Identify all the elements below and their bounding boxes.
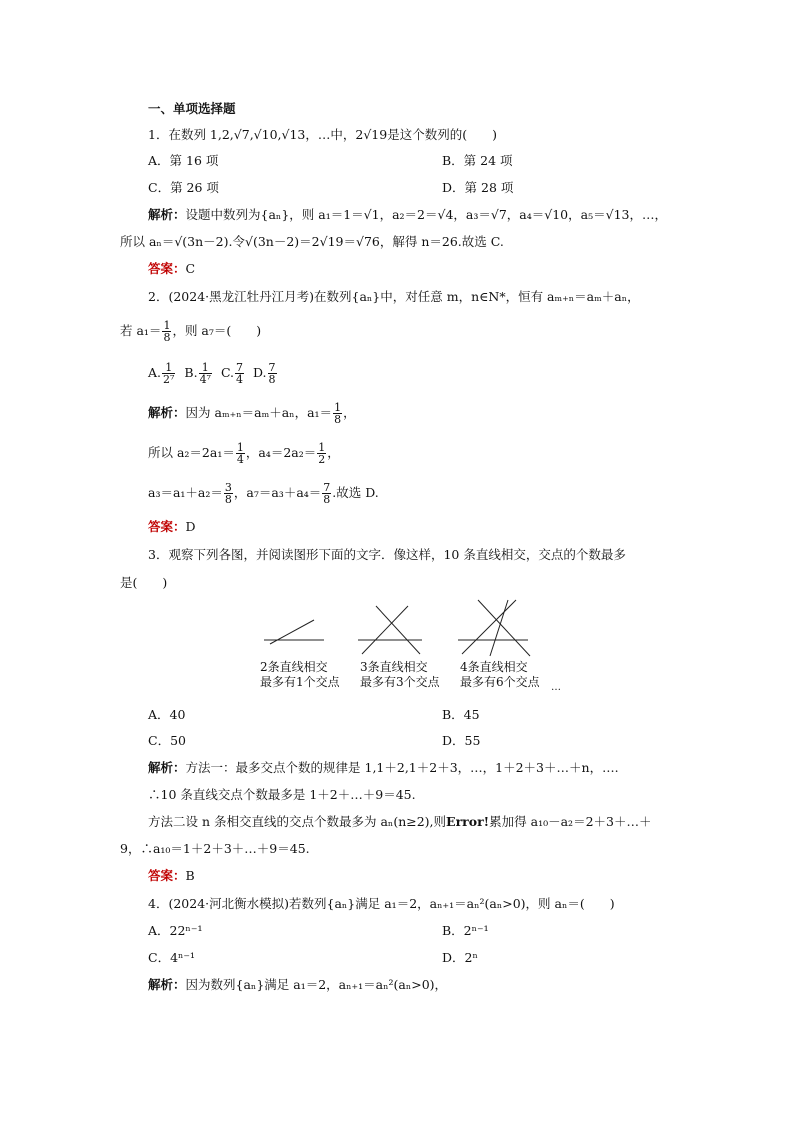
q2-sol2-frac2 [317, 442, 326, 465]
q1-answer-value: C [185, 261, 196, 276]
q3-answer-value: B [185, 868, 195, 883]
frac-num: 1 [236, 441, 244, 454]
q3-solution-line1 [148, 759, 619, 777]
answer-label: 答案： [148, 519, 186, 534]
q2-answer [148, 518, 196, 536]
q2-sol2-frac1 [236, 442, 245, 465]
q4-option-d: D．2ⁿ [442, 950, 478, 965]
q4-option-b: B．2ⁿ⁻¹ [442, 923, 489, 938]
frac-den: 8 [268, 373, 276, 386]
solution-label: 解析： [148, 405, 186, 420]
answer-label: 答案： [148, 261, 186, 276]
q2-option-a-fraction [162, 362, 175, 385]
q2-solution-line3 [148, 482, 379, 505]
frac-den: 8 [224, 493, 232, 506]
q3-option-c: C．50 [148, 733, 186, 748]
frac-num: 7 [268, 361, 276, 374]
q2-solution-line1 [148, 402, 356, 425]
q3-answer [148, 867, 195, 885]
q1-option-a: A．第 16 项 [148, 153, 219, 168]
solution-label: 解析： [148, 760, 186, 775]
q1-solution-line1 [148, 206, 667, 224]
q4-option-a: A．22ⁿ⁻¹ [148, 923, 203, 938]
q1-option-b: B．第 24 项 [442, 153, 513, 168]
answer-label: 答案： [148, 868, 186, 883]
fig-ellipsis: … [551, 682, 561, 693]
frac-den: 2 [318, 453, 326, 466]
section-title: 一、单项选择题 [148, 101, 236, 116]
frac-den: 8 [163, 331, 171, 344]
q3-option-d: D．55 [442, 733, 481, 748]
q2-sol1-fraction [333, 402, 342, 425]
q3-error-text: Error! [446, 814, 490, 829]
q2-stem-line2 [120, 320, 261, 343]
q2-sol2-post: ， [327, 445, 340, 460]
fig3-caption [460, 660, 540, 690]
q2-stem-line1: 2．(2024·黑龙江牡丹江月考)在数列{aₙ}中，对任意 m，n∈N*，恒有 aₘ₊ₙ＝aₘ＋aₙ， [148, 289, 640, 304]
q2-sol1-post: ， [343, 405, 356, 420]
q2-answer-value: D [185, 519, 196, 534]
q1-option-c: C．第 26 项 [148, 180, 219, 195]
q1-option-d: D．第 28 项 [442, 180, 514, 195]
caption-line: 最多有6个交点 [460, 675, 540, 689]
q2-stem-post: ，则 a₇＝( ) [172, 323, 262, 338]
q4-stem: 4．(2024·河北衡水模拟)若数列{aₙ}满足 a₁＝2，aₙ₊₁＝aₙ²(aₙ>0)，则 aₙ＝( ) [148, 896, 615, 911]
q2-sol3-frac1 [224, 482, 233, 505]
caption-line: 2条直线相交 [260, 660, 328, 674]
fig2-caption [360, 660, 440, 690]
q2-sol1-pre: 因为 aₘ₊ₙ＝aₘ＋aₙ，a₁＝ [185, 405, 333, 420]
frac-den: 4⁷ [199, 373, 211, 386]
fig3-line4 [490, 600, 508, 656]
fig2-line3 [376, 606, 420, 654]
q2-sol3-post: .故选 D. [332, 485, 379, 500]
q3-sol1-text: 方法一：最多交点个数的规律是 1,1＋2,1＋2＋3，…，1＋2＋3＋…＋n，…. [185, 760, 619, 775]
caption-line: 4条直线相交 [460, 660, 528, 674]
q2-solution-line2 [148, 442, 340, 465]
q2-sol3-frac2 [322, 482, 331, 505]
q3-solution-line2: ∴10 条直线交点个数最多是 1＋2＋…＋9＝45. [148, 787, 416, 802]
frac-num: 1 [334, 401, 342, 414]
frac-den: 8 [323, 493, 331, 506]
frac-num: 1 [163, 319, 171, 332]
caption-line: 最多有3个交点 [360, 675, 440, 689]
q2-sol3-pre: a₃＝a₁＋a₂＝ [148, 485, 223, 500]
q2-sol3-mid: ，a₇＝a₃＋a₄＝ [233, 485, 322, 500]
fig1-caption [260, 660, 340, 690]
q3-option-b: B．45 [442, 707, 480, 722]
frac-num: 1 [318, 441, 326, 454]
fig2-line2 [362, 606, 408, 654]
q2-sol2-mid: ，a₄＝2a₂＝ [245, 445, 317, 460]
solution-label: 解析： [148, 207, 186, 222]
q2-option-c-label: C. [220, 365, 235, 380]
q1-answer [148, 260, 195, 278]
q2-option-a-label: A. [148, 365, 162, 380]
q1-stem: 1．在数列 1,2,√7,√10,√13，…中，2√19是这个数列的( ) [148, 127, 497, 142]
q2-option-b-fraction [199, 362, 212, 385]
frac-num: 1 [199, 362, 212, 374]
frac-num: 7 [236, 361, 244, 374]
fig3-line3 [478, 600, 530, 656]
q2-a1-fraction [162, 320, 171, 343]
q3-sol3-pre: 方法二设 n 条相交直线的交点个数最多为 aₙ(n≥2),则 [148, 814, 447, 829]
frac-den: 4 [236, 453, 244, 466]
q4-solution-line1 [148, 976, 447, 994]
q3-solution-line4: 9，∴a₁₀＝1＋2＋3＋…＋9＝45. [120, 841, 310, 856]
frac-den: 8 [334, 413, 342, 426]
frac-den: 2⁷ [163, 373, 175, 386]
solution-label: 解析： [148, 977, 186, 992]
q3-stem-line1: 3．观察下列各图，并阅读图形下面的文字．像这样，10 条直线相交，交点的个数最多 [148, 547, 626, 562]
q2-option-c-fraction [235, 362, 244, 385]
frac-num: 1 [162, 362, 175, 374]
frac-num: 7 [323, 481, 331, 494]
q2-stem-pre: 若 a₁＝ [120, 323, 162, 338]
frac-num: 3 [224, 481, 232, 494]
q4-sol1-text: 因为数列{aₙ}满足 a₁＝2，aₙ₊₁＝aₙ²(aₙ>0)， [185, 977, 448, 992]
q2-option-d-fraction [268, 362, 277, 385]
caption-line: 3条直线相交 [360, 660, 428, 674]
q1-solution-text1: 设题中数列为{aₙ}，则 a₁＝1＝√1，a₂＝2＝√4，a₃＝√7，a₄＝√10，a₅＝√13，…， [185, 207, 667, 222]
q2-sol2-pre: 所以 a₂＝2a₁＝ [148, 445, 235, 460]
q3-option-a: A．40 [148, 707, 186, 722]
q2-options [148, 362, 278, 385]
caption-line: 最多有1个交点 [260, 675, 340, 689]
q4-option-c: C．4ⁿ⁻¹ [148, 950, 196, 965]
intersecting-lines-figure [258, 598, 561, 694]
q2-option-b-label: B. [184, 365, 198, 380]
q3-solution-line3 [148, 813, 651, 831]
fig3-line2 [462, 600, 516, 654]
q2-option-d-label: D. [252, 365, 267, 380]
q1-solution-line2: 所以 aₙ＝√(3n－2).令√(3n－2)＝2√19＝√76，解得 n＝26.故选 C. [120, 234, 504, 249]
q3-sol3-post: 累加得 a₁₀－a₂＝2＋3＋…＋ [489, 814, 652, 829]
q3-stem-line2: 是( ) [120, 575, 168, 590]
frac-den: 4 [236, 373, 244, 386]
lines-diagram [258, 598, 552, 658]
